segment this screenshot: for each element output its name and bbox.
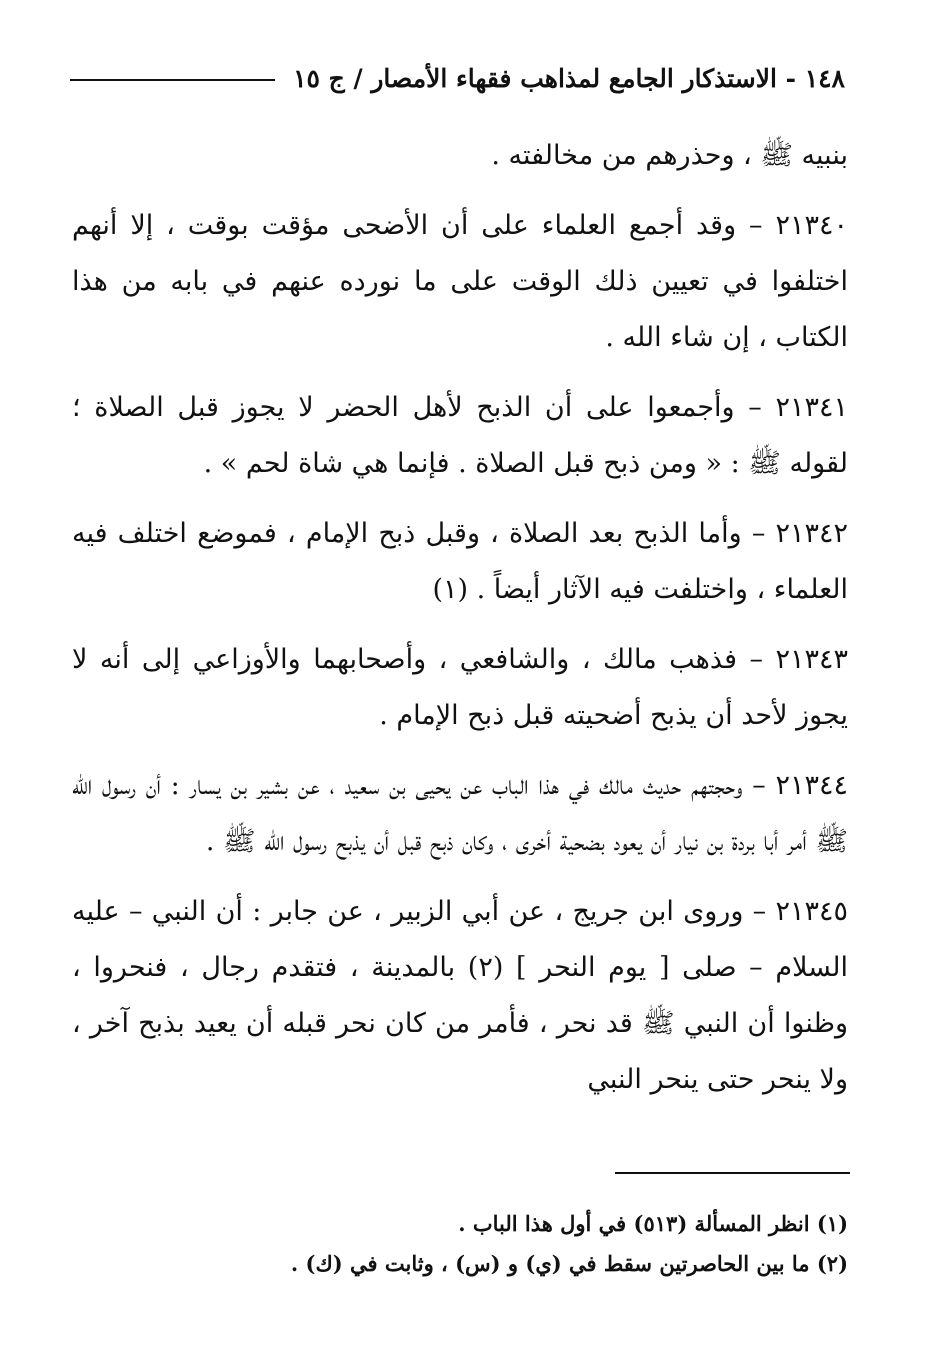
running-head-text: ١٤٨ - الاستذكار الجامع لمذاهب فقهاء الأمصار / ج ١٥	[293, 63, 845, 93]
paragraph-number: ٢١٣٤٢ –	[741, 518, 848, 549]
paragraph-text: بنبيه ﷺ ، وحذرهم من مخالفته .	[491, 140, 848, 171]
paragraph-number: ٢١٣٤١ –	[734, 392, 848, 423]
paragraph-text: وحجتهم حديث مالك في هذا الباب عن يحيى بن سعيد ، عن بشير بن يسار : أن رسول الله ﷺ أمر أبا بردة بن نيار أن يعود بضحية أخرى ، وكان ذبح قبل أن يذبح رسول الله ﷺ .	[72, 770, 848, 857]
header-rule	[70, 79, 275, 81]
paragraph-text: وأما الذبح بعد الصلاة ، وقبل ذبح الإمام ، فموضع اختلف فيه العلماء ، واختلفت فيه الآثار أيضاً . (١)	[72, 518, 848, 605]
paragraph-number: ٢١٣٤٤ –	[742, 770, 848, 801]
footnote-2: (٢) ما بين الحاصرتين سقط في (ي) و (س) ، وثابت في (ك) .	[290, 1251, 848, 1276]
paragraph-number: ٢١٣٤٠ –	[736, 210, 848, 241]
paragraph-21340	[72, 198, 848, 366]
paragraph-21342	[72, 506, 848, 618]
paragraph-text: فذهب مالك ، والشافعي ، وأصحابهما والأوزاعي إلى أنه لا يجوز لأحد أن يذبح أضحيته قبل ذبح الإمام .	[72, 644, 848, 731]
paragraph-21344	[72, 758, 848, 870]
paragraph-continuation	[72, 128, 848, 184]
paragraph-21345	[72, 884, 848, 1108]
paragraph-text: وقد أجمع العلماء على أن الأضحى مؤقت بوقت ، إلا أنهم اختلفوا في تعيين ذلك الوقت على ما نورده عنهم في بابه من هذا الكتاب ، إن شاء الله .	[72, 210, 848, 353]
paragraph-number: ٢١٣٤٣ –	[737, 644, 849, 675]
paragraph-text: وروى ابن جريج ، عن أبي الزبير ، عن جابر : أن النبي – عليه السلام – صلى [ يوم النحر ] (٢) بالمدينة ، فتقدم رجال ، فنحروا ، وظنوا أن النبي ﷺ قد نحر ، فأمر من كان نحر قبله أن يعيد بذبح آخر ، ولا ينحر حتى ينحر النبي	[72, 896, 848, 1095]
paragraph-text: وأجمعوا على أن الذبح لأهل الحضر لا يجوز قبل الصلاة ؛ لقوله ﷺ : « ومن ذبح قبل الصلاة . فإنما هي شاة لحم » .	[72, 392, 848, 479]
paragraph-number: ٢١٣٤٥ –	[743, 896, 848, 927]
footnotes	[72, 1204, 848, 1284]
footnote-separator	[615, 1172, 850, 1174]
main-text	[72, 128, 848, 1122]
footnote-1: (١) انظر المسألة (٥١٣) في أول هذا الباب .	[458, 1211, 848, 1236]
paragraph-21341	[72, 380, 848, 492]
paragraph-21343	[72, 632, 848, 744]
running-header	[70, 58, 845, 98]
